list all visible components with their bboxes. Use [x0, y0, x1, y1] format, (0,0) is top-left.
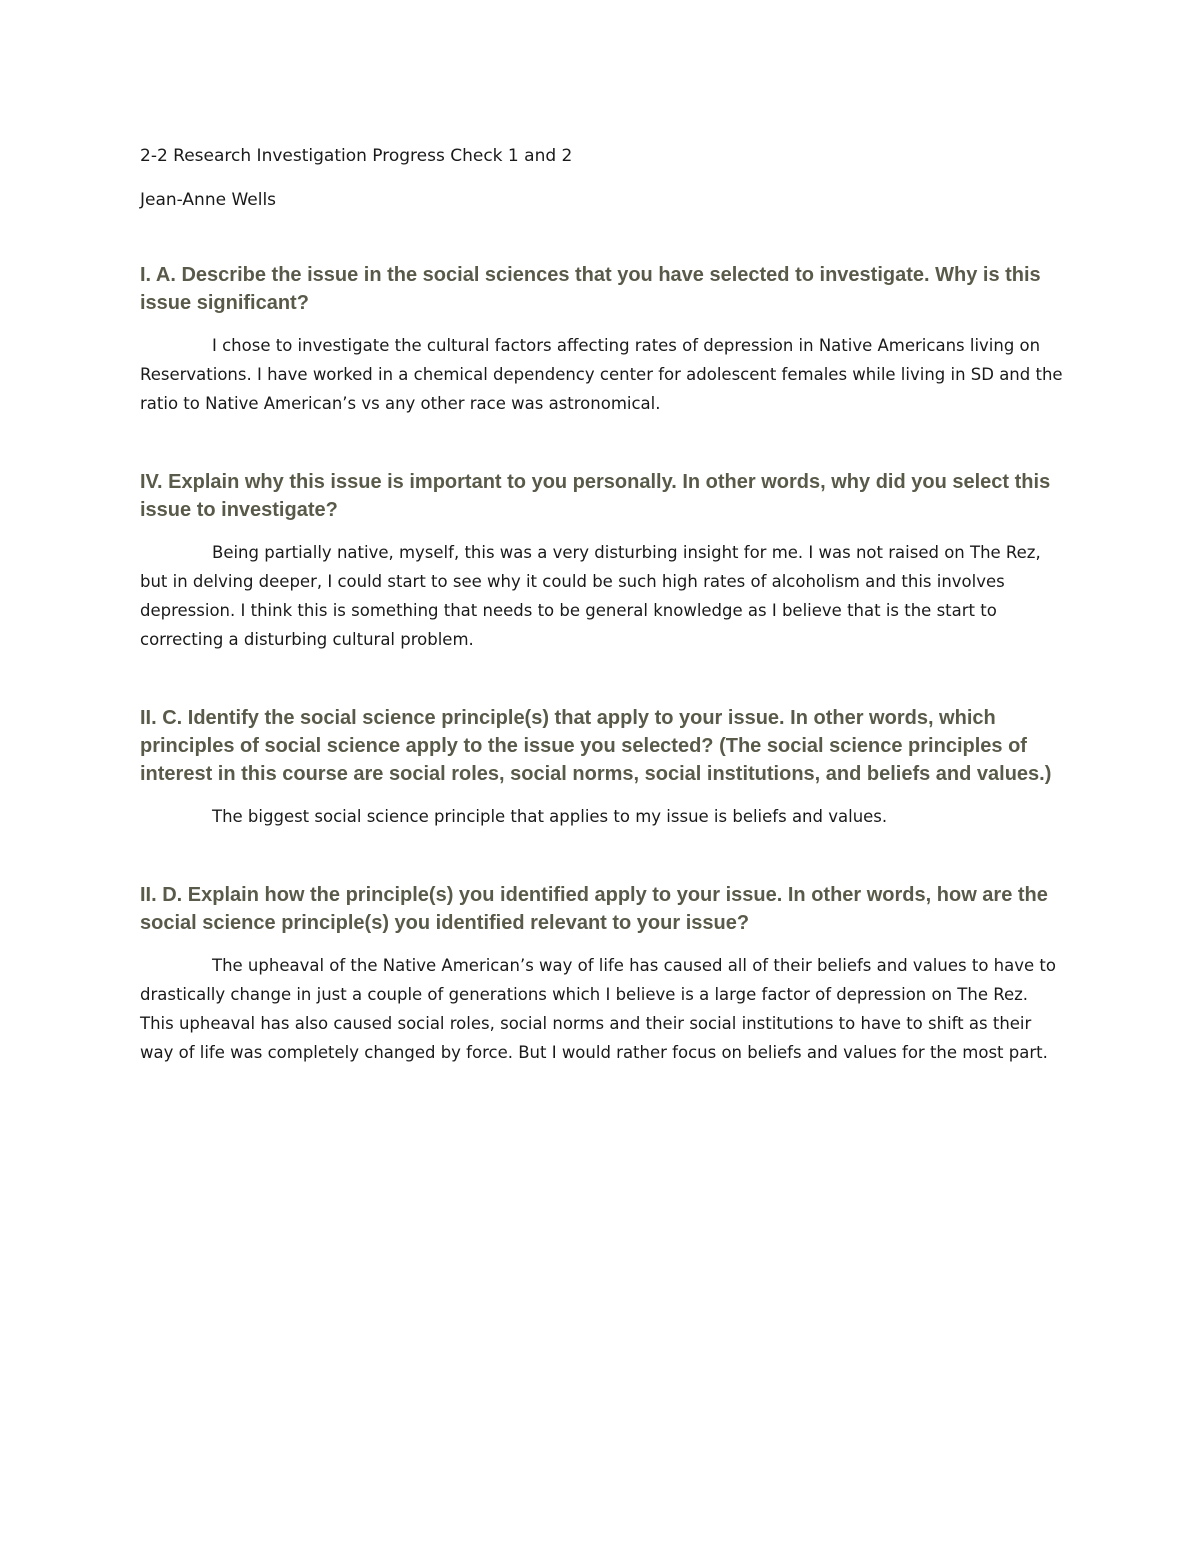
- section-heading: II. D. Explain how the principle(s) you identified apply to your issue. In other words, how are the social science principle(s) you identified relevant to your issue?: [140, 884, 1048, 934]
- section-principles-identified: [140, 704, 1065, 831]
- document-content: [140, 143, 1065, 1117]
- section-personal-importance: [140, 468, 1065, 654]
- section-body: The biggest social science principle that applies to my issue is beliefs and values.: [212, 807, 888, 826]
- document-title: 2-2 Research Investigation Progress Check 1 and 2: [140, 146, 573, 166]
- section-heading: IV. Explain why this issue is important to you personally. In other words, why did you select this issue to investigate?: [140, 471, 1051, 521]
- section-heading: II. C. Identify the social science principle(s) that apply to your issue. In other words, which principles of social science apply to the issue you selected? (The social science principles of interest in this course are social roles, social norms, social institutions, and beliefs and values.): [140, 707, 1052, 785]
- section-body: I chose to investigate the cultural factors affecting rates of depression in Native Americans living on Reservations. I have worked in a chemical dependency center for adolescent females while living in SD and the ratio to Native American’s vs any other race was astronomical.: [140, 336, 1063, 413]
- section-body: The upheaval of the Native American’s way of life has caused all of their beliefs and values to have to drastically change in just a couple of generations which I believe is a large factor of depression on The Rez. This upheaval has also caused social roles, social norms and their social institutions to have to shift as their way of life was completely changed by force. But I would rather focus on beliefs and values for the most part.: [140, 956, 1056, 1062]
- section-issue-description: [140, 261, 1065, 418]
- section-heading: I. A. Describe the issue in the social sciences that you have selected to investigate. Why is this issue significant?: [140, 264, 1041, 314]
- section-body: Being partially native, myself, this was a very disturbing insight for me. I was not raised on The Rez, but in delving deeper, I could start to see why it could be such high rates of alcoholism and this involves depression. I think this is something that needs to be general knowledge as I believe that is the start to correcting a disturbing cultural problem.: [140, 543, 1041, 649]
- document-author: Jean-Anne Wells: [140, 190, 277, 210]
- section-principles-applied: [140, 881, 1065, 1067]
